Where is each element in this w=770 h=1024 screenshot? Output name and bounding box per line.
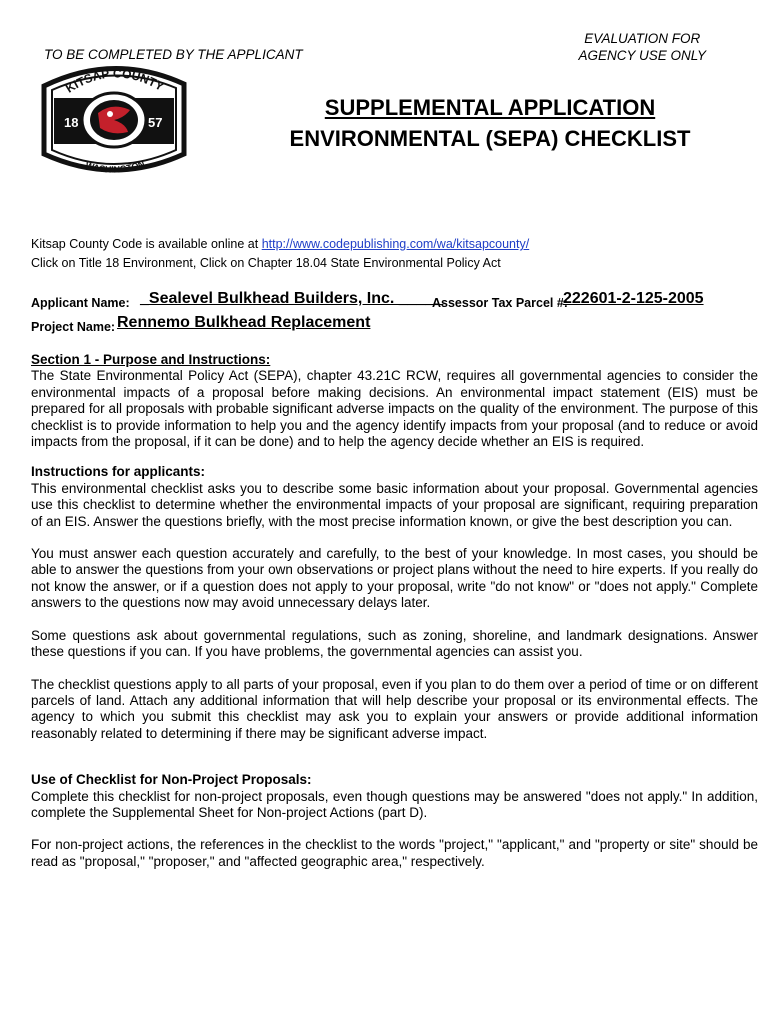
instructions-heading: Instructions for applicants: [31, 464, 206, 480]
nonproject-paragraph-1: Complete this checklist for non-project proposals, even though questions may be answered "does not apply." In addition, complete the Supplemental Sheet for Non-project Actions (part D). [31, 788, 758, 820]
project-value: Rennemo Bulkhead Replacement [117, 314, 371, 331]
agency-use-note [578, 30, 706, 64]
title-line-2: ENVIRONMENTAL (SEPA) CHECKLIST [289, 126, 691, 151]
project-value-wrap [117, 314, 370, 332]
parcel-label-wrap [432, 294, 568, 312]
code-instructions: Click on Title 18 Environment, Click on Chapter 18.04 State Environmental Policy Act [31, 256, 501, 270]
nonproject-paragraph-2: For non-project actions, the references in the checklist to the words "project," "applicant," and "property or site" should be read as "proposal," "proposer," and "affected geographic area," respectively. [31, 837, 758, 869]
agency-line-2: AGENCY USE ONLY [578, 48, 706, 63]
instructions-paragraph-4: The checklist questions apply to all parts of your proposal, even if you plan to do them over a period of time or on different parcels of land. Attach any additional information that will help describe your proposal or its environmental effects. The agency to which you submit this checklist may ask you to explain your answers or provide additional information reasonably related to determining if there may be significant adverse impact. [31, 676, 758, 741]
seal-bottom-text: WASHINGTON [84, 158, 146, 175]
kitsap-county-seal [40, 58, 188, 180]
seal-left-number: 18 [64, 115, 79, 130]
applicant-name-value: _Sealevel Bulkhead Builders, Inc. _____ [140, 290, 444, 307]
title-line-1: SUPPLEMENTAL APPLICATION [324, 95, 656, 120]
instructions-paragraph-3: Some questions ask about governmental regulations, such as zoning, shoreline, and landmark designations. Answer these questions if you can. If you have problems, the governmental agencies can assist you. [31, 627, 758, 660]
code-link[interactable]: http://www.codepublishing.com/wa/kitsapcounty/ [261, 237, 530, 251]
instructions-paragraph-2: You must answer each question accurately and carefully, to the best of your knowledge. In most cases, you should be able to answer the questions from your own observations or project plans without the need to hire experts. If you really do not know the answer, or if a question does not apply to your proposal, write "do not know" or "does not apply." Complete answers to the questions now may avoid unnecessary delays later. [31, 546, 758, 611]
agency-line-1: EVALUATION FOR [584, 31, 701, 46]
instructions-paragraph-1: This environmental checklist asks you to describe some basic information about your proposal. Governmental agencies use this checklist to determine whether the environmental impacts of your proposal are significant, requiring preparation of an EIS. Answer the questions briefly, with the most precise information known, or give the best description you can. [31, 480, 758, 529]
seal-top-text: KITSAP COUNTY [63, 66, 167, 96]
project-label: Project Name: [31, 320, 116, 334]
parcel-value-wrap [563, 290, 704, 308]
parcel-label: Assessor Tax Parcel #: [432, 296, 568, 310]
applicant-name-value-wrap [140, 290, 443, 308]
section-1 [31, 352, 758, 870]
nonproject-heading: Use of Checklist for Non-Project Proposals: [31, 772, 312, 788]
parcel-value: 222601-2-125-2005 [563, 290, 704, 307]
section-1-paragraph-1: The State Environmental Policy Act (SEPA), chapter 43.21C RCW, requires all governmental agencies to consider the environmental impacts of a proposal before making decisions. An environmental impact statement (EIS) must be prepared for all proposals with probable significant adverse impacts on the quality of the environment. The purpose of this checklist is to provide information to help you and the agency identify impacts from your proposal (and to reduce or avoid impacts from the proposal, if it can be done) and to help the agency decide whether an EIS is required. [31, 368, 758, 450]
applicant-name-label: Applicant Name: [31, 296, 130, 310]
project-label-wrap [31, 318, 115, 336]
code-intro [31, 237, 529, 251]
applicant-name-row [31, 294, 130, 312]
code-intro-text: Kitsap County Code is available online at [31, 237, 262, 251]
applicant-note: TO BE COMPLETED BY THE APPLICANT [44, 47, 303, 62]
section-1-heading: Section 1 - Purpose and Instructions: [31, 352, 271, 367]
seal-right-number: 57 [148, 115, 163, 130]
